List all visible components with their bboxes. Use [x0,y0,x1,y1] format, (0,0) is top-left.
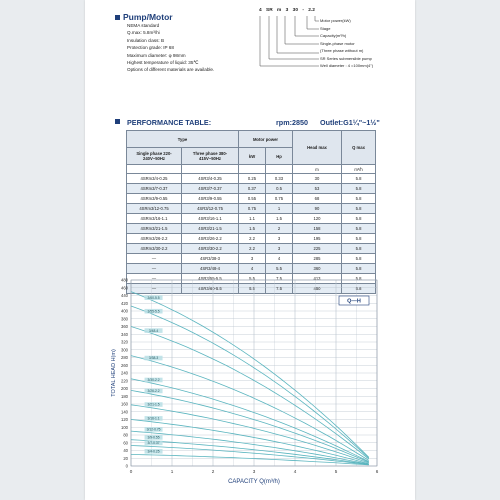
curve-label: 3/38-3 [148,356,159,361]
single-phase-cell: 4SRm3/26-2.2 [127,234,182,244]
table-row [127,184,376,194]
hp-cell: 7.5 [266,274,293,284]
table-row [127,174,376,184]
hp-cell: 1.5 [266,214,293,224]
hp-cell: 3 [266,234,293,244]
legend-line: SR Series submersible pump [320,56,372,61]
code-part: 3 [285,8,289,13]
head-cell: 90 [293,204,342,214]
single-phase-cell: — [127,254,182,264]
q-cell: 5.8 [342,244,376,254]
head-max-header: Head max [293,131,342,165]
qh-curve [131,292,369,458]
head-cell: 450 [293,284,342,294]
hp-cell: 5.5 [266,264,293,274]
q-cell: 5.8 [342,224,376,234]
x-tick-label: 2 [211,469,215,474]
spec-line: Q.max: 5.8m³/hi [127,30,160,36]
y-tick-label: 280 [121,355,128,360]
single-phase-cell: 4SRm3/4-0.25 [127,174,182,184]
three-phase-cell: 4SR3/48-4 [182,264,239,274]
three-phase-cell: 4SR3/21-1.5 [182,224,239,234]
spec-line: Highest temperature of liquid: 35℃ [127,60,199,65]
q-cell: 5.8 [342,274,376,284]
q-cell: 5.8 [342,204,376,214]
hp-cell: 0.75 [266,194,293,204]
kw-cell: 1.5 [239,224,266,234]
rpm-label: rpm:2850 [276,118,308,127]
q-cell: 5.8 [342,284,376,294]
y-tick-label: 480 [121,277,128,283]
curve-label: 3/16-1.1 [147,416,160,421]
y-tick-label: 160 [121,401,128,407]
three-phase-cell: 4SR3/16-1.1 [182,214,239,224]
q-cell: 5.8 [342,194,376,204]
y-tick-label: 220 [121,378,128,384]
q-cell: 5.8 [342,184,376,194]
y-tick-label: 120 [121,417,128,422]
y-tick-label: 20 [123,455,128,461]
kw-cell: 4 [239,264,266,274]
curve-label: 3/26-2.2 [147,389,160,394]
code-part: 30 [292,8,298,13]
legend-line: Single-phase motor [320,41,355,46]
kw-cell: 0.55 [239,194,266,204]
y-tick-label: 140 [121,409,128,415]
head-cell: 30 [293,174,342,184]
table-row [127,234,376,244]
head-cell: 360 [293,264,342,274]
code-part: 2.2 [308,8,315,13]
three-phase-cell: 4SR3/60-5.5 [182,284,239,294]
q-cell: 5.8 [342,264,376,274]
kw-cell: 2.2 [239,244,266,254]
y-tick-label: 60 [123,440,128,446]
kw-cell: 1.1 [239,214,266,224]
kw-cell: 0.37 [239,184,266,194]
catalog-page [85,0,415,500]
kw-cell: 5.5 [239,284,266,294]
q-cell: 5.8 [342,214,376,224]
kw-cell: 2.2 [239,234,266,244]
single-phase-cell: — [127,264,182,274]
table-row [127,254,376,264]
table-row [127,204,376,214]
head-cell: 158 [293,224,342,234]
x-axis-label: CAPACITY Q(m³/h) [228,479,280,485]
spec-line: Protection grade: IP 68 [127,45,174,51]
y-tick-label: 460 [121,285,128,291]
kw-cell: 5.5 [239,274,266,284]
spec-line: Maximum diameter: φ 98mm [127,52,186,58]
three-phase-cell: 4SR3/12-0.75 [182,204,239,214]
single-phase-cell: — [127,274,182,284]
model-code-bracket-lines [257,16,327,76]
hp-cell: 1 [266,204,293,214]
head-unit: m [293,165,342,174]
x-tick-label: 6 [375,469,379,474]
legend-line: (Three phase without m) [320,48,364,53]
bullet-square-icon [115,119,120,124]
head-cell: 68 [293,194,342,204]
x-tick-label: 5 [334,469,338,474]
y-tick-label: 300 [121,347,128,353]
curve-label: 3/4-0.25 [147,449,160,454]
y-tick-label: 320 [121,339,128,345]
table-row [127,244,376,254]
y-tick-label: 420 [121,300,128,306]
three-phase-cell: 4SR3/30-2.2 [182,244,239,254]
y-tick-label: 380 [121,316,128,322]
single-phase-cell: 4SRm3/21-1.5 [127,224,182,234]
spec-line: Insulation class: B [127,37,165,43]
q-cell: 5.8 [342,174,376,184]
pump-motor-title: Pump/Motor [115,12,173,22]
legend-line: Motor power(kW) [320,18,351,23]
single-phase-cell: — [127,284,182,294]
type-header: Type [127,131,239,148]
curve-label: 3/21-1.5 [147,402,160,407]
hp-cell: 3 [266,244,293,254]
table-row [127,194,376,204]
spec-line: Options of different materials are available. [127,67,215,73]
hp-cell: 0.33 [266,174,293,184]
q-cell: 5.8 [342,234,376,244]
hp-cell: 0.5 [266,184,293,194]
code-part: SR [266,8,273,13]
y-tick-label: 200 [121,386,128,391]
model-code [259,8,315,13]
kw-cell: 0.25 [239,174,266,184]
table-row [127,224,376,234]
three-phase-cell: 4SR3/7-0.37 [182,184,239,194]
q-unit: m³/h [342,165,376,174]
legend-line: Capacity(m³/h) [320,33,347,38]
kw-cell: 0.75 [239,204,266,214]
y-tick-label: 100 [121,424,128,430]
x-tick-label: 0 [129,469,133,474]
y-tick-label: 240 [121,370,128,376]
curve-label: 3/30-2.2 [147,378,160,383]
single-phase-cell: 4SRm3/30-2.2 [127,244,182,254]
y-tick-label: 400 [121,308,128,314]
single-phase-cell: 4SRm3/9-0.55 [127,194,182,204]
head-cell: 53 [293,184,342,194]
three-phase-cell: 4SR3/55-5.5 [182,274,239,284]
curve-label: 3/7-0.37 [147,441,160,446]
head-cell: 195 [293,234,342,244]
legend-line: Well diameter : 4 =100mm(4") [320,63,374,68]
single-phase-cell: 4SRm3/12-0.75 [127,204,182,214]
chart-title: Q—H [347,298,361,305]
single-phase-header: Single phase 220-240V~50Hz [127,148,182,165]
head-cell: 413 [293,274,342,284]
three-phase-cell: 4SR3/9-0.55 [182,194,239,204]
kw-header: kW [239,148,266,165]
head-cell: 285 [293,254,342,264]
y-tick-label: 440 [121,293,128,298]
spec-line: NEMA standard [127,23,160,28]
legend-line: Stage [320,26,331,31]
y-tick-label: 360 [121,324,128,329]
kw-cell: 3 [239,254,266,264]
three-phase-cell: 4SR3/38-3 [182,254,239,264]
head-cell: 225 [293,244,342,254]
qh-chart-svg [85,270,415,500]
curve-label: 3/55-5.5 [147,309,160,314]
y-tick-label: 180 [121,393,128,399]
y-tick-label: 260 [121,362,128,368]
y-tick-label: 40 [123,448,128,453]
motor-power-header: Motor power [239,131,293,148]
single-phase-cell: 4SRm3/16-1.1 [127,214,182,224]
performance-table-title: PERFORMANCE TABLE: [127,118,212,127]
three-phase-cell: 4SR3/4-0.25 [182,174,239,184]
perf-bullet [115,117,123,126]
qh-chart [85,270,415,500]
three-phase-header: Three phase 380-415V~50Hz [182,148,239,165]
bullet-square-icon [115,15,120,20]
q-cell: 5.8 [342,254,376,264]
y-tick-label: 80 [123,432,128,438]
x-tick-label: 4 [293,469,297,474]
head-cell: 120 [293,214,342,224]
qh-curve [131,306,369,458]
table-row [127,214,376,224]
code-part: - [302,8,304,13]
code-part: m [277,8,282,13]
hp-cell: 2 [266,224,293,234]
curve-label: 3/9-0.55 [147,435,160,440]
three-phase-cell: 4SR3/26-2.2 [182,234,239,244]
outlet-label: Outlet:G1¼"~1½" [320,118,380,127]
curve-label: 3/60-5.5 [147,295,160,300]
x-tick-label: 3 [252,469,256,474]
y-tick-label: 340 [121,331,128,337]
q-max-header: Q max [342,131,376,165]
hp-header: Hp [266,148,293,165]
hp-cell: 4 [266,254,293,264]
hp-cell: 7.5 [266,284,293,294]
curve-label: 3/48-4 [148,328,159,333]
single-phase-cell: 4SRm3/7-0.37 [127,184,182,194]
x-tick-label: 1 [170,469,174,474]
y-tick-label: 0 [125,463,128,469]
code-part: 4 [259,8,262,13]
curve-label: 3/12-0.75 [146,427,161,432]
y-axis-label: TOTAL HEAD H(m) [111,349,117,397]
